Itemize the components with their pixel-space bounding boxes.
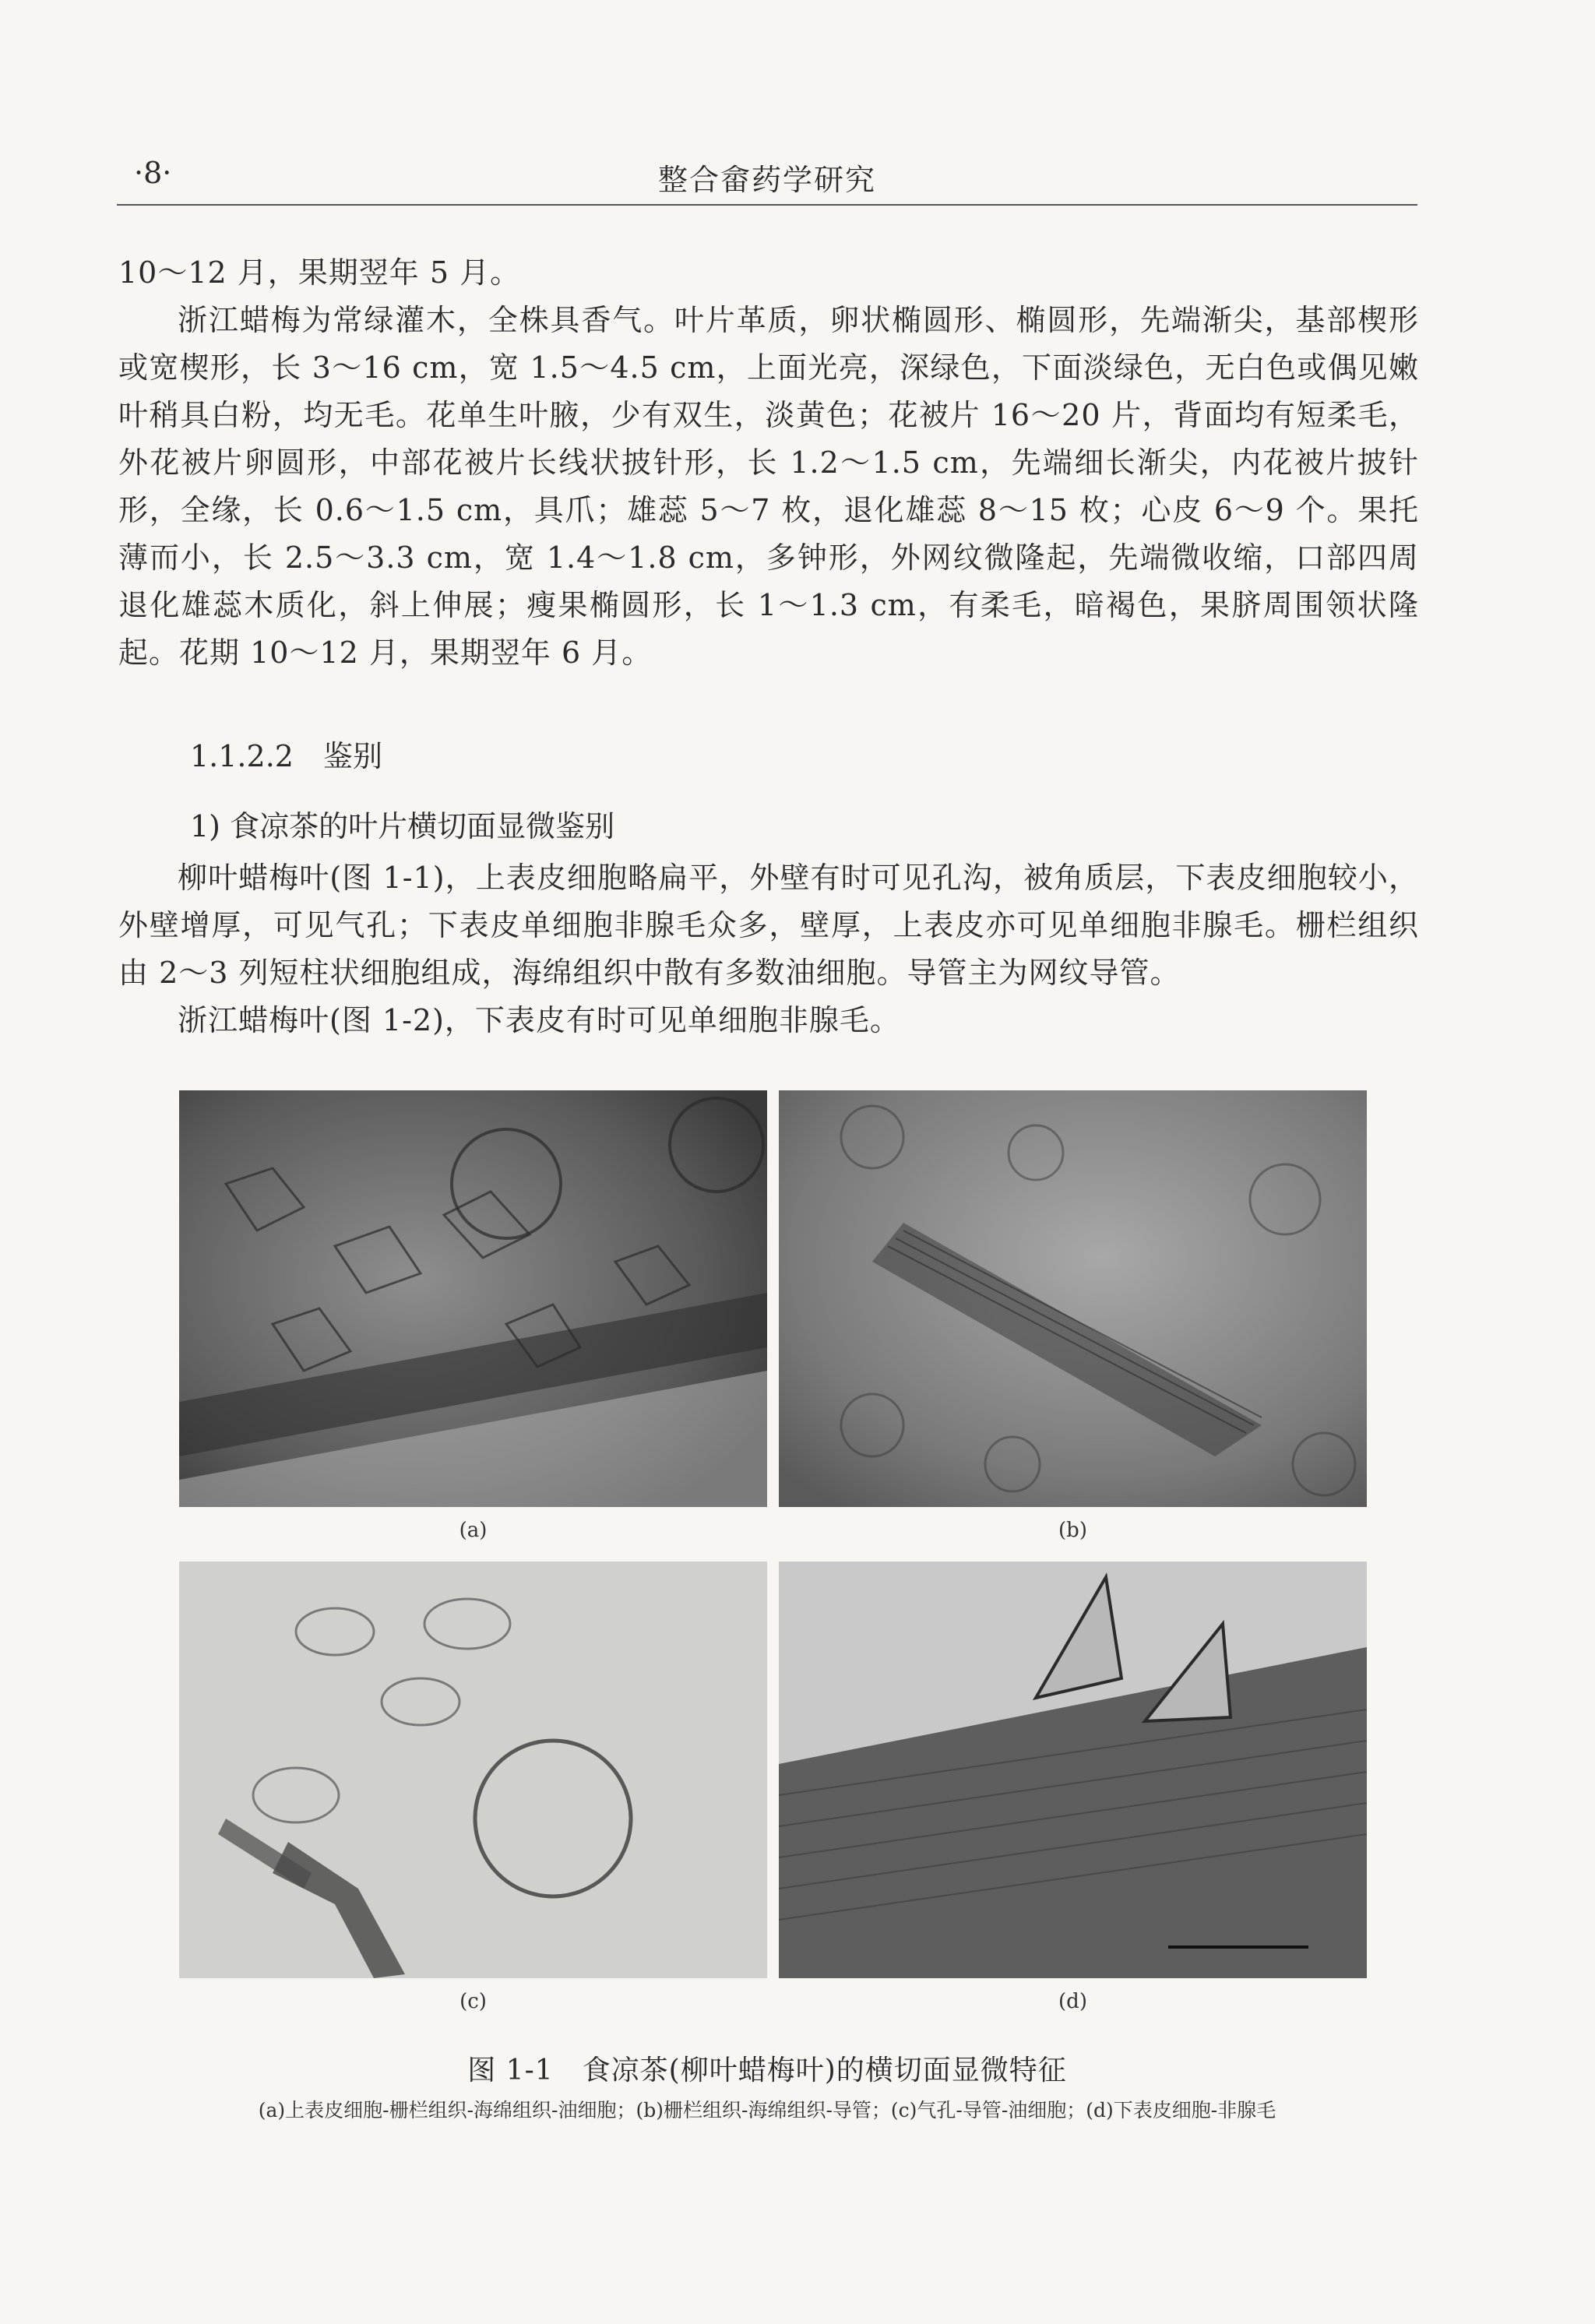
line-continuation: 10～12 月，果期翌年 5 月。 xyxy=(118,255,521,290)
page-number: ·8· xyxy=(134,156,172,190)
paragraph-zhejiang-leaf: 浙江蜡梅叶(图 1-2)，下表皮有时可见单细胞非腺毛。 xyxy=(178,1003,900,1037)
micrograph-a-image xyxy=(179,1090,767,1507)
micrograph-d xyxy=(779,1562,1367,1978)
label-d: (d) xyxy=(1058,1990,1087,2013)
paragraph-liuye: 柳叶蜡梅叶(图 1-1)，上表皮细胞略扁平，外壁有时可见孔沟，被角质层，下表皮细胞较小，外壁增厚，可见气孔；下表皮单细胞非腺毛众多，壁厚，上表皮亦可见单细胞非腺毛。栅栏组织由 2～3 列短柱状细胞组成，海绵组织中散有多数油细胞。导管主为网纹导管。 xyxy=(118,861,1419,990)
body-text-top xyxy=(118,249,1419,677)
subheading: 1) 食凉茶的叶片横切面显微鉴别 xyxy=(190,809,615,843)
micrograph-b-image xyxy=(779,1090,1367,1507)
micrograph-c xyxy=(179,1562,767,1978)
micrograph-a xyxy=(179,1090,767,1507)
paragraph-zhejiang: 浙江蜡梅为常绿灌木，全株具香气。叶片革质，卵状椭圆形、椭圆形，先端渐尖，基部楔形或宽楔形，长 3～16 cm，宽 1.5～4.5 cm，上面光亮，深绿色，下面淡绿色，无白色或偶见嫩叶稍具白粉，均无毛。花单生叶腋，少有双生，淡黄色；花被片 16～20 片，背面均有短柔毛，外花被片卵圆形，中部花被片长线状披针形，长 1.2～1.5 cm，先端细长渐尖，内花被片披针形，全缘，长 0.6～1.5 cm，具爪；雄蕊 5～7 枚，退化雄蕊 8～15 枚；心皮 6～9 个。果托薄而小，长 2.5～3.3 cm，宽 1.4～1.8 cm，多钟形，外网纹微隆起，先端微收缩，口部四周退化雄蕊木质化，斜上伸展；瘦果椭圆形，长 1～1.3 cm，有柔毛，暗褐色，果脐周围领状隆起。花期 10～12 月，果期翌年 6 月。 xyxy=(118,303,1419,670)
label-a: (a) xyxy=(459,1519,488,1542)
page-header xyxy=(117,156,1417,206)
label-b: (b) xyxy=(1058,1519,1087,1542)
body-text-bottom xyxy=(118,854,1419,1044)
figure-caption-title: 图 1-1 食凉茶(柳叶蜡梅叶)的横切面显微特征 xyxy=(467,2055,1067,2086)
micrograph-d-image xyxy=(779,1562,1367,1978)
section-heading: 1.1.2.2 鉴别 xyxy=(190,739,382,773)
running-title: 整合畲药学研究 xyxy=(657,163,876,197)
label-c: (c) xyxy=(459,1990,487,2013)
micrograph-c-image xyxy=(179,1562,767,1978)
micrograph-b xyxy=(779,1090,1367,1507)
figure-caption-detail: (a)上表皮细胞-栅栏组织-海绵组织-油细胞；(b)栅栏组织-海绵组织-导管；(c)气孔-导管-油细胞；(d)下表皮细胞-非腺毛 xyxy=(258,2099,1276,2122)
